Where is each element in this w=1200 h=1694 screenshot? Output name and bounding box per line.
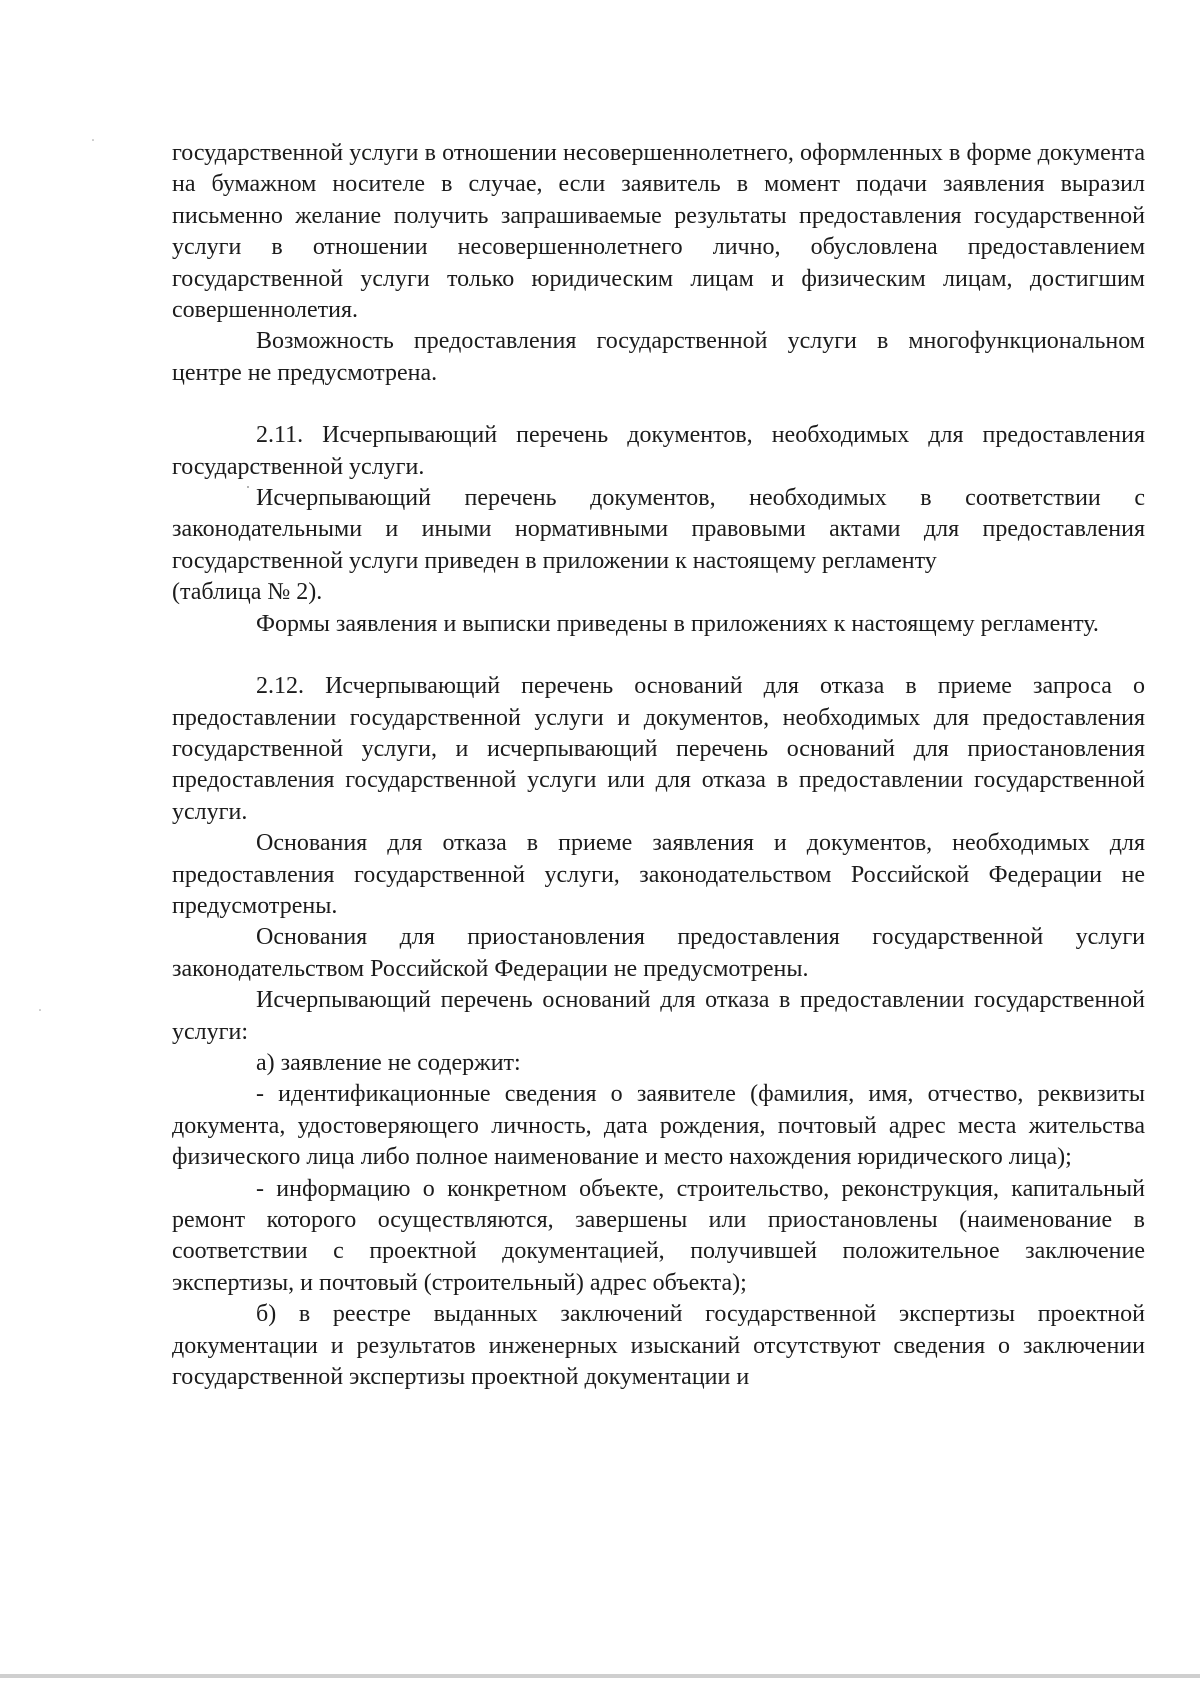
paragraph-refusal-list-intro: Исчерпывающий перечень оснований для отказа в предоставлении государственной услуги:: [172, 987, 1145, 1045]
paragraph-continuation: государственной услуги в отношении несовершеннолетнего, оформленных в форме документа на бумажном носителе в случае, если заявитель в момент подачи заявления выразил письменно желание получить запрашиваемые результаты предоставления государственной услуги в отношении несовершеннолетнего лично, обусловлена предоставлением государственной услуги только юридическим лицам и физическим лицам, достигшим совершеннолетия.: [172, 140, 1145, 324]
paragraph-table-reference: (таблица № 2).: [172, 579, 323, 606]
list-subitem-identification: - идентификационные сведения о заявителе (фамилия, имя, отчество, реквизиты документа, удостоверяющего личность, дата рождения, почтовый адрес места жительства физического лица либо полное наименование и место нахождения юридического лица);: [172, 1081, 1145, 1171]
section-heading-2-11: 2.11. Исчерпывающий перечень документов, необходимых для предоставления государственной услуги.: [172, 422, 1145, 480]
list-item-b: б) в реестре выданных заключений государственной экспертизы проектной документации и результатов инженерных изысканий отсутствуют сведения о заключении государственной экспертизы проектной документации и: [172, 1301, 1145, 1391]
paragraph-suspension: Основания для приостановления предоставления государственной услуги законодательством Российской Федерации не предусмотрены.: [172, 924, 1145, 982]
paragraph-documents-list: Исчерпывающий перечень документов, необходимых в соответствии с законодательными и иными нормативными правовыми актами для предоставления государственной услуги приведен в приложении к настоящему регламенту: [172, 485, 1145, 574]
paragraph-refusal-acceptance: Основания для отказа в приеме заявления и документов, необходимых для предоставления государственной услуги, законодательством Российской Федерации не предусмотрены.: [172, 830, 1145, 919]
paragraph-mfc-possibility: Возможность предоставления государственной услуги в многофункциональном центре не предусмотрена.: [172, 328, 1145, 386]
list-subitem-object-info: - информацию о конкретном объекте, строительство, реконструкция, капитальный ремонт которого осуществляются, завершены или приостановлены (наименование в соответствии с проектной документацией, получившей положительное заключение экспертизы, и почтовый (строительный) адрес объекта);: [172, 1175, 1145, 1296]
paragraph-forms: Формы заявления и выписки приведены в приложениях к настоящему регламенту.: [256, 610, 1099, 637]
list-item-a: а) заявление не содержит:: [256, 1049, 521, 1076]
document-body: [172, 138, 1145, 1393]
section-heading-2-12: 2.12. Исчерпывающий перечень оснований для отказа в приеме запроса о предоставлении государственной услуги и документов, необходимых для предоставления государственной услуги, и исчерпывающий перечень оснований для приостановления предоставления государственной услуги или для отказа в предоставлении государственной услуги.: [172, 673, 1145, 825]
scan-bottom-edge: [0, 1674, 1200, 1678]
